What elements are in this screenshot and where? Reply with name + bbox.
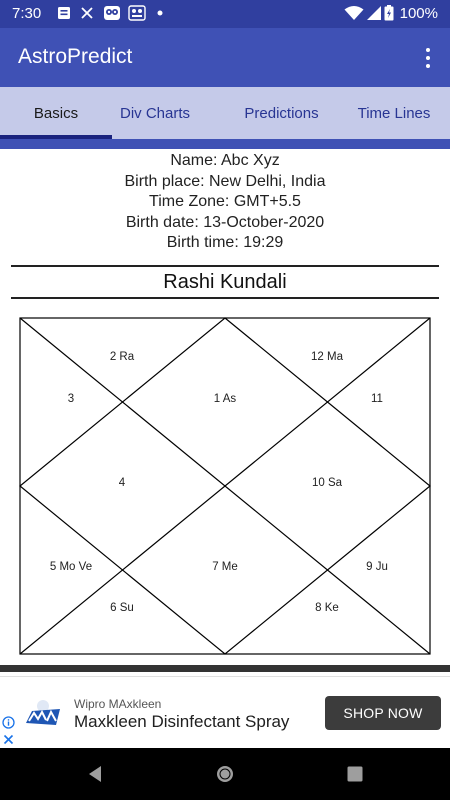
tab-time-lines[interactable]: Time Lines bbox=[357, 105, 431, 122]
house-10-label: 10 Sa bbox=[311, 477, 343, 489]
shop-now-button[interactable]: SHOP NOW bbox=[325, 696, 441, 730]
house-6-label: 6 Su bbox=[110, 602, 134, 614]
heading-bottom-rule bbox=[11, 297, 439, 299]
house-2-label: 2 Ra bbox=[109, 351, 135, 363]
house-3-label: 3 bbox=[67, 393, 75, 405]
tab-basics[interactable]: Basics bbox=[33, 105, 79, 122]
tab-bar bbox=[0, 87, 450, 139]
home-icon[interactable] bbox=[215, 764, 235, 784]
status-bar bbox=[0, 0, 450, 28]
overflow-menu-icon[interactable] bbox=[420, 46, 436, 70]
tab-bottom-strip bbox=[0, 139, 450, 149]
birth-details bbox=[0, 151, 450, 254]
heading-top-rule bbox=[11, 265, 439, 267]
detail-birth-place: Birth place: New Delhi, India bbox=[124, 172, 326, 190]
owl-icon bbox=[103, 5, 121, 21]
notification-dot-icon bbox=[156, 5, 164, 21]
house-5-label: 5 Mo Ve bbox=[49, 561, 93, 573]
missed-call-icon bbox=[80, 5, 95, 21]
house-9-label: 9 Ju bbox=[366, 561, 388, 573]
info-icon[interactable] bbox=[2, 716, 15, 729]
house-8-label: 8 Ke bbox=[315, 602, 339, 614]
house-12-label: 12 Ma bbox=[311, 351, 343, 363]
status-time: 7:30 bbox=[12, 5, 42, 22]
tab-predictions[interactable]: Predictions bbox=[244, 105, 319, 122]
app-bar bbox=[0, 28, 450, 87]
detail-time-zone: Time Zone: GMT+5.5 bbox=[149, 193, 301, 210]
ad-brand: Wipro MAxkleen bbox=[74, 697, 162, 711]
house-1-label: 1 As bbox=[213, 393, 237, 405]
rashi-kundali-chart bbox=[0, 308, 450, 664]
ad-banner[interactable] bbox=[0, 676, 450, 748]
content-bottom-divider bbox=[0, 665, 450, 672]
cartoon-app-icon bbox=[128, 5, 146, 21]
detail-name: Name: Abc Xyz bbox=[170, 152, 280, 169]
maxkleen-logo-icon bbox=[22, 697, 64, 731]
house-7-label: 7 Me bbox=[212, 561, 238, 573]
house-11-label: 11 bbox=[371, 393, 383, 405]
close-icon[interactable] bbox=[2, 733, 15, 746]
house-4-label: 4 bbox=[118, 477, 126, 489]
ad-title[interactable]: Maxkleen Disinfectant Spray bbox=[74, 712, 290, 731]
signal-icon bbox=[366, 5, 382, 21]
detail-birth-time: Birth time: 19:29 bbox=[166, 234, 284, 251]
navigation-bar bbox=[0, 748, 450, 800]
recents-icon[interactable] bbox=[345, 764, 365, 784]
detail-birth-date: Birth date: 13-October-2020 bbox=[125, 213, 325, 231]
wifi-icon bbox=[344, 5, 364, 21]
tab-div-charts[interactable]: Div Charts bbox=[119, 105, 190, 122]
battery-percentage: 100% bbox=[399, 5, 438, 22]
chart-heading: Rashi Kundali bbox=[163, 271, 287, 293]
battery-charging-icon bbox=[384, 5, 394, 21]
back-icon[interactable] bbox=[85, 764, 105, 784]
message-icon bbox=[57, 5, 71, 21]
app-title: AstroPredict bbox=[18, 45, 133, 68]
